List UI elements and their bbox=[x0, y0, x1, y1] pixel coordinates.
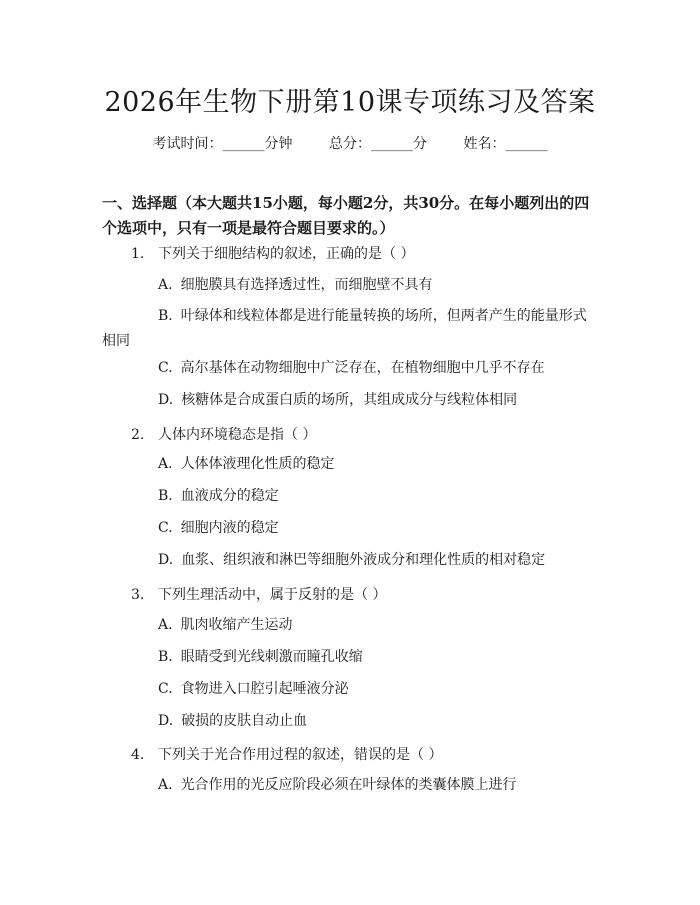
question-3 bbox=[131, 584, 386, 604]
question-number: 4. bbox=[131, 747, 145, 763]
page-title: 2026年生物下册第10课专项练习及答案 bbox=[104, 87, 596, 118]
option-1a bbox=[102, 273, 600, 298]
exam-time-field: 考试时间：______分钟 bbox=[152, 136, 293, 152]
option-text: 血液成分的稳定 bbox=[180, 488, 279, 504]
option-4a bbox=[102, 773, 600, 798]
option-text: 高尔基体在动物细胞中广泛存在，在植物细胞中几乎不存在 bbox=[180, 360, 545, 376]
question-text: 人体内环境稳态是指（ ） bbox=[158, 427, 317, 443]
option-text: 眼睛受到光线刺激而瞳孔收缩 bbox=[180, 649, 363, 665]
question-text: 下列生理活动中，属于反射的是（ ） bbox=[158, 587, 387, 603]
option-letter: A. bbox=[158, 777, 173, 793]
option-3c bbox=[102, 677, 600, 702]
option-letter: C. bbox=[158, 520, 173, 536]
option-letter: C. bbox=[158, 360, 173, 376]
option-letter: D. bbox=[158, 713, 174, 729]
option-text: 破损的皮肤自动止血 bbox=[181, 713, 308, 729]
option-1d bbox=[102, 388, 600, 413]
option-text: 细胞内液的稳定 bbox=[180, 520, 279, 536]
option-text: 人体体液理化性质的稳定 bbox=[180, 456, 335, 472]
question-text: 下列关于细胞结构的叙述，正确的是（ ） bbox=[158, 246, 415, 262]
question-text: 下列关于光合作用过程的叙述，错误的是（ ） bbox=[158, 747, 443, 763]
option-3a bbox=[102, 613, 600, 638]
option-1b bbox=[102, 304, 600, 354]
option-letter: A. bbox=[158, 456, 173, 472]
option-1c bbox=[102, 356, 600, 381]
section-heading: 一、选择题（本大题共15小题，每小题2分，共30分。在每小题列出的四个选项中，只有一项是最符合题目要求的。） bbox=[102, 194, 590, 237]
option-text: 光合作用的光反应阶段必须在叶绿体的类囊体膜上进行 bbox=[180, 777, 517, 793]
question-1 bbox=[131, 243, 414, 263]
exam-info-line bbox=[0, 133, 700, 153]
question-2 bbox=[131, 424, 316, 444]
option-letter: D. bbox=[158, 552, 174, 568]
student-name-field: 姓名：______ bbox=[463, 136, 548, 152]
option-text: 核糖体是合成蛋白质的场所，其组成成分与线粒体相同 bbox=[181, 392, 518, 408]
option-2a bbox=[102, 452, 600, 477]
option-text: 血浆、组织液和淋巴等细胞外液成分和理化性质的相对稳定 bbox=[181, 552, 546, 568]
option-letter: B. bbox=[158, 488, 173, 504]
option-2c bbox=[102, 516, 600, 541]
question-4 bbox=[131, 744, 442, 764]
option-letter: D. bbox=[158, 392, 174, 408]
option-text: 细胞膜具有选择透过性，而细胞壁不具有 bbox=[180, 277, 433, 293]
option-letter: C. bbox=[158, 681, 173, 697]
option-text: 叶绿体和线粒体都是进行能量转换的场所，但两者产生的能量形式相同 bbox=[102, 308, 587, 349]
option-text: 食物进入口腔引起唾液分泌 bbox=[180, 681, 349, 697]
question-number: 1. bbox=[131, 246, 145, 262]
option-letter: A. bbox=[158, 277, 173, 293]
option-letter: A. bbox=[158, 617, 173, 633]
option-3d bbox=[102, 709, 600, 734]
question-number: 3. bbox=[131, 587, 145, 603]
option-text: 肌肉收缩产生运动 bbox=[180, 617, 293, 633]
total-score-field: 总分：______分 bbox=[329, 136, 427, 152]
question-number: 2. bbox=[131, 427, 145, 443]
option-3b bbox=[102, 645, 600, 670]
option-2b bbox=[102, 484, 600, 509]
option-2d bbox=[102, 548, 600, 573]
option-letter: B. bbox=[158, 649, 173, 665]
option-letter: B. bbox=[158, 308, 173, 324]
